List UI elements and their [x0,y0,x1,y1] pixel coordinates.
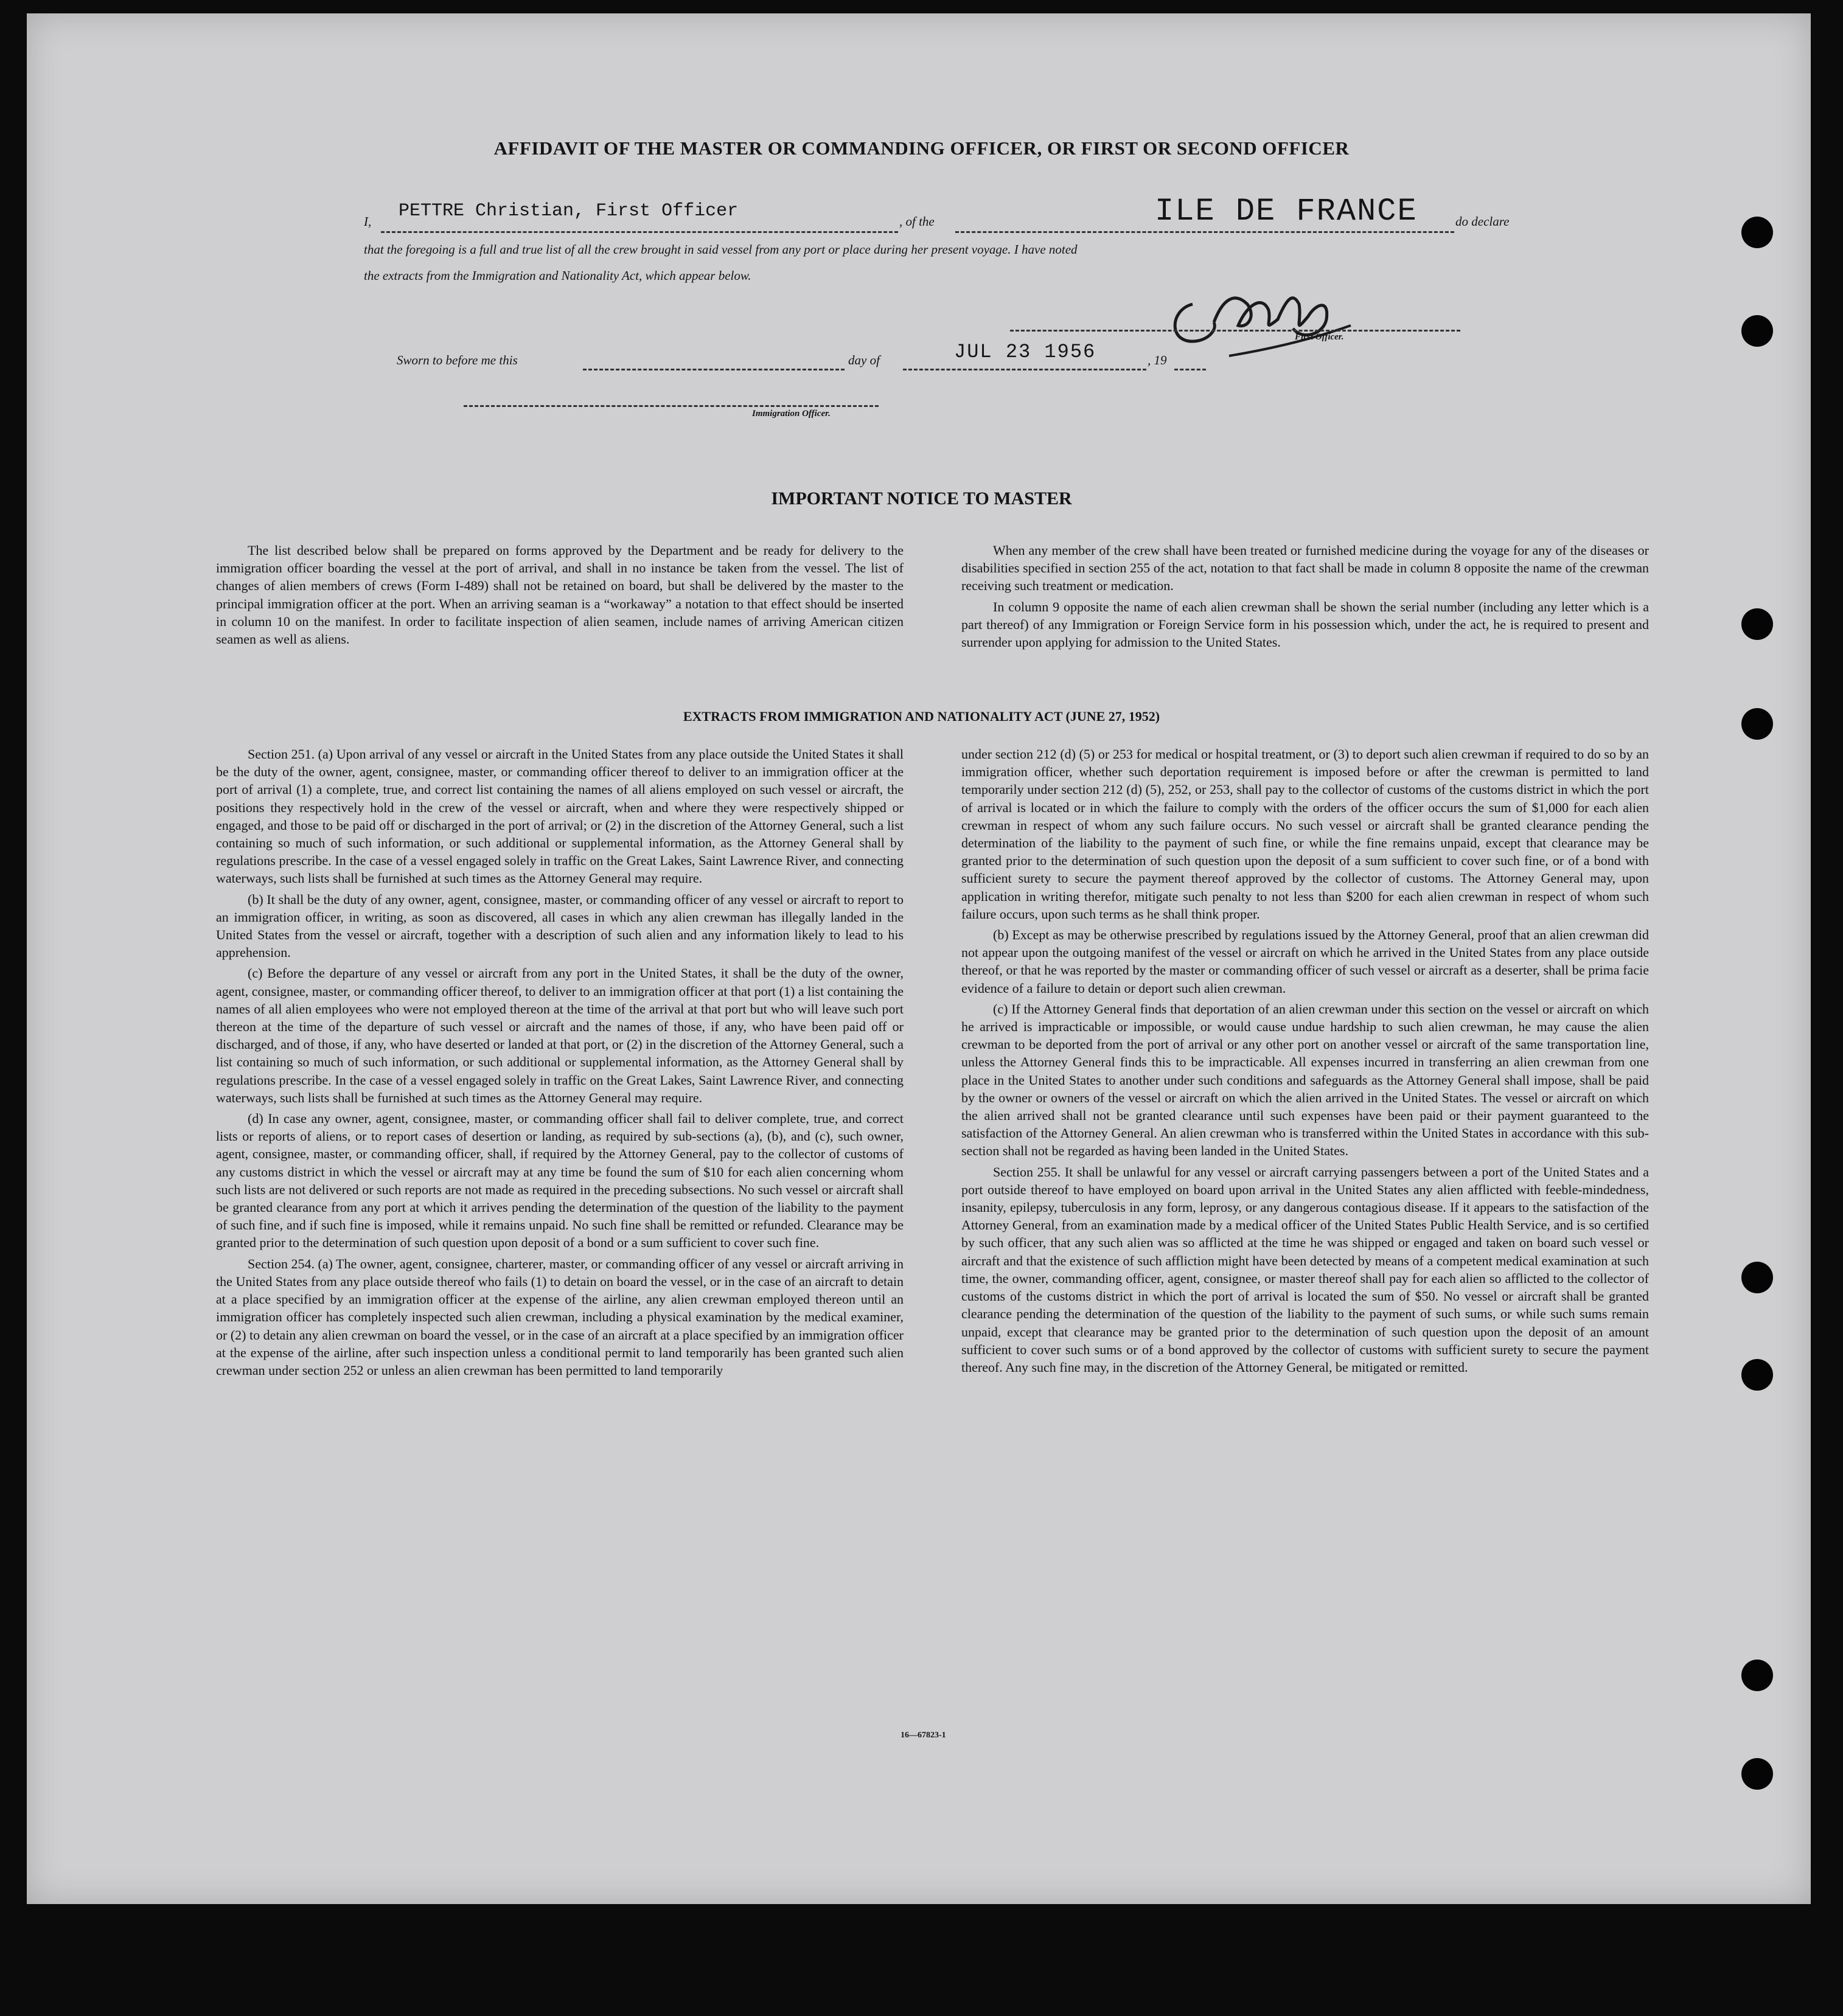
notice-title: IMPORTANT NOTICE TO MASTER [771,488,1072,509]
affidavit-prefix: I, [364,214,372,229]
notice-right-column [961,541,1649,654]
declaration-line-3: the extracts from the Immigration and Nationality Act, which appear below. [364,268,751,283]
binder-hole [1741,315,1773,347]
notice-left-column [216,541,904,648]
act-paragraph: (b) It shall be the duty of any owner, agent, consignee, master, or commanding officer of any vessel or aircraft to report to an immigration officer, in writing, as soon as discovered, all cases in which any alien crewman has illegally landed in the United States from the vessel or aircraft, together with a description of such alien and any information likely to lead to his apprehension. [216,891,904,961]
notice-paragraph: The list described below shall be prepared on forms approved by the Department and be ready for delivery to the immigration officer boarding the vessel at the port of arrival, and shall in no instance be taken from the vessel. The list of changes of alien members of crews (Form I-489) shall not be retained on board, but shall be delivered by the master to the principal immigration officer at the port. When an arriving seaman is a “workaway” a notation to that effect should be inserted in column 10 on the manifest. In order to facilitate inspection of alien seamen, include names of arriving American citizen seamen as well as aliens. [216,543,904,647]
immigration-officer-line [464,405,879,407]
sworn-day-line [583,369,845,370]
affidavit-title: AFFIDAVIT OF THE MASTER OR COMMANDING OFFICER, OR FIRST OR SECOND OFFICER [493,137,1350,159]
extracts-title: EXTRACTS FROM IMMIGRATION AND NATIONALITY ACT (JUNE 27, 1952) [683,709,1160,724]
act-right-column [961,745,1649,1379]
sworn-month-line [903,369,1146,370]
act-paragraph: Section 255. It shall be unlawful for any vessel or aircraft carrying passengers between a port of the United States and a port outside thereof to have employed on board upon arrival in the United States any alien afflicted with feeble-mindedness, insanity, epilepsy, tuberculosis in any form, leprosy, or any dangerous contagious disease. If it appears to the satisfaction of the Attorney General, from an examination made by a medical officer of the United States Public Health Service, and is so certified by such officer, that any such alien was so afflicted at the time he was shipped or engaged and taken on board such vessel or aircraft and that the existence of such affliction might have been detected by means of a competent medical examination at such time, the owner, commanding officer, agent, consignee, or master thereof shall pay for each alien so afflicted to the collector of customs of the customs district in which the port of arrival is located the sum of $50. No vessel or aircraft shall be granted clearance pending the determination of the question of the liability to the payment of such sums, or while such sums remain unpaid, except that clearance may be granted prior to the determination of such question upon the deposit of an amount sufficient to cover such sums or of a bond approved by the collector of customs with sufficient surety to secure the payment thereof. Any such fine may, in the discretion of the Attorney General, be mitigated or remitted. [961,1164,1649,1375]
act-paragraph: (b) Except as may be otherwise prescribed by regulations issued by the Attorney General, proof that an alien crewman did not appear upon the outgoing manifest of the vessel or aircraft on which he arrived in the United States from any place outside thereof, or that he was reported by the master or commanding officer of such vessel or aircraft as a deserter, shall be prima facie evidence of a failure to detain or deport such alien crewman. [961,927,1649,996]
ship-name: ILE DE FRANCE [1155,193,1418,229]
act-paragraph: under section 212 (d) (5) or 253 for medical or hospital treatment, or (3) to deport such alien crewman if required to do so by an immigration officer, whether such deportation requirement is imposed before or after the crewman is permitted to land temporarily under section 212 (d) (5), 252, or 253, shall pay to the collector of customs of the customs district in which the port of arrival is located or in which the failure to comply with the orders of the officer occurs the sum of $1,000 for each alien crewman in respect of whom any such failure occurs. No such vessel or aircraft shall be granted clearance pending the determination of the liability to the payment of such fine, or while the fine remains unpaid, except that clearance may be granted prior to the determination of such question upon the deposit of a sum sufficient to cover such fine, or of a bond with sufficient surety to secure the payment thereof approved by the collector of customs. The Attorney General may, upon application in writing therefor, mitigate such penalty to not less than $200 for each alien crewman in respect of whom such failure occurs, upon such terms as he shall think proper. [961,746,1649,922]
declaration-line-2: that the foregoing is a full and true list of all the crew brought in said vessel from any port or place during her present voyage. I have noted [364,242,1078,257]
binder-hole [1741,1660,1773,1691]
officer-signature [1156,268,1363,365]
form-number: 16—67823-1 [901,1731,946,1740]
of-the-label: , of the [899,214,935,229]
act-paragraph: (d) In case any owner, agent, consignee, master, or commanding officer shall fail to deliver complete, true, and correct lists or reports of aliens, or to report cases of desertion or landing, as required by sub-sections (a), (b), and (c), such owner, agent, consignee, master, or commanding officer, shall, if required by the Attorney General, pay to the collector of customs of any customs district in which the vessel or aircraft may at any time be found the sum of $10 for each alien concerning whom such lists are not delivered or such reports are not made as required in the preceding subsections. No such vessel or aircraft shall be granted clearance from any port at which it arrives pending the determination of the question of the liability to the payment of such fine, and if such fine is imposed, while it remains unpaid. No such fine shall be remitted or refunded. Clearance may be granted prior to the determination of such question upon deposit of a bond or a sum sufficient to cover such fine. [216,1111,904,1251]
binder-hole [1741,1758,1773,1790]
do-declare-label: do declare [1455,214,1510,229]
officer-name: PETTRE Christian, First Officer [399,201,739,221]
act-paragraph: Section 254. (a) The owner, agent, consignee, charterer, master, or commanding officer of any vessel or aircraft arriving in the United States from any place outside thereof who fails (1) to detain on board the vessel, or in the case of an aircraft to detain at a place specified by an immigration officer at the expense of the airline, any alien crewman employed thereon until an immigration officer has completely inspected such alien crewman, including a physical examination by the medical examiner, or (2) to detain any alien crewman on board the vessel, or in the case of an aircraft at a place specified by an immigration officer at the expense of the airline, after such inspection unless a conditional permit to land temporarily has been granted such alien crewman under section 252 or unless an alien crewman has been permitted to land temporarily [216,1256,904,1378]
ship-name-line [955,231,1454,233]
notice-paragraph: In column 9 opposite the name of each alien crewman shall be shown the serial number (including any letter which is a part thereof) of any Immigration or Foreign Service form in his possession which, under the act, he is required to present and surrender upon applying for admission to the United States. [961,599,1649,650]
day-of-label: day of [848,353,880,367]
act-paragraph: (c) Before the departure of any vessel or aircraft from any port in the United States, it shall be the duty of the owner, agent, consignee, master, or commanding officer thereof, to deliver to an immigration officer at that port (1) a list containing the names of all alien employees who were not employed thereon at the time of the arrival at that port but who will leave such port thereon at the time of the departure of such vessel or aircraft and the names of those, if any, who have been paid off or discharged, and of those, if any, who have deserted or landed at that port, or (2) in the discretion of the Attorney General, such a list containing so much of such information, or such additional or supplemental information, as the Attorney General shall by regulations prescribe. In the case of a vessel engaged solely in traffic on the Great Lakes, Saint Lawrence River, and connecting waterways, such lists shall be furnished at such times as the Attorney General may require. [216,965,904,1105]
immigration-officer-label: Immigration Officer. [752,409,831,419]
act-left-column [216,745,904,1382]
act-paragraph: (c) If the Attorney General finds that deportation of an alien crewman under this section on the vessel or aircraft on which he arrived is impracticable or impossible, or would cause undue hardship to such alien crewman, he may cause the alien crewman to be deported from the port of arrival or any other port on another vessel or aircraft of the same transportation line, unless the Attorney General finds this to be impracticable. All expenses incurred in transferring an alien crewman from one place in the United States to another under such conditions and safeguards as the Attorney General shall impose, shall be paid by the owner or owners of the vessel or aircraft on which the alien arrived in the United States. The vessel or aircraft on which the alien arrived shall not be granted clearance until such expenses have been paid or their payment guaranteed to the satisfaction of the Attorney General. An alien crewman who is transferred within the United States in accordance with this sub-section shall not be regarded as having been landed in the United States. [961,1001,1649,1159]
signature-line [1010,330,1460,332]
binder-hole [1741,217,1773,248]
act-paragraph: Section 251. (a) Upon arrival of any vessel or aircraft in the United States from any place outside the United States it shall be the duty of the owner, agent, consignee, master, or commanding officer thereof to deliver to an immigration officer at the port of arrival (1) a complete, true, and correct list containing the names of all aliens employed on such vessel or aircraft, the positions they respectively hold in the crew of the vessel or aircraft, when and where they were respectively shipped or engaged, and those to be paid off or discharged in the port of arrival; or (2) in the discretion of the Attorney General, such a list containing so much of such information, or such additional or supplemental information, as the Attorney General shall by regulations prescribe. In the case of a vessel engaged solely in traffic on the Great Lakes, Saint Lawrence River, and connecting waterways, such lists shall be furnished at such times as the Attorney General may require. [216,746,904,886]
date-stamp: JUL 23 1956 [954,341,1096,363]
year-label: , 19 [1148,353,1167,367]
officer-name-line [381,231,898,233]
sworn-label: Sworn to before me this [397,353,518,367]
binder-hole [1741,608,1773,640]
year-line [1174,369,1206,370]
binder-hole [1741,1262,1773,1293]
notice-paragraph: When any member of the crew shall have been treated or furnished medicine during the voyage for any of the diseases or disabilities specified in section 255 of the act, notation to that fact shall be made in column 8 opposite the name of the crewman receiving such treatment or medication. [961,543,1649,594]
binder-hole [1741,1359,1773,1391]
officer-title-label: First Officer. [1295,332,1344,342]
